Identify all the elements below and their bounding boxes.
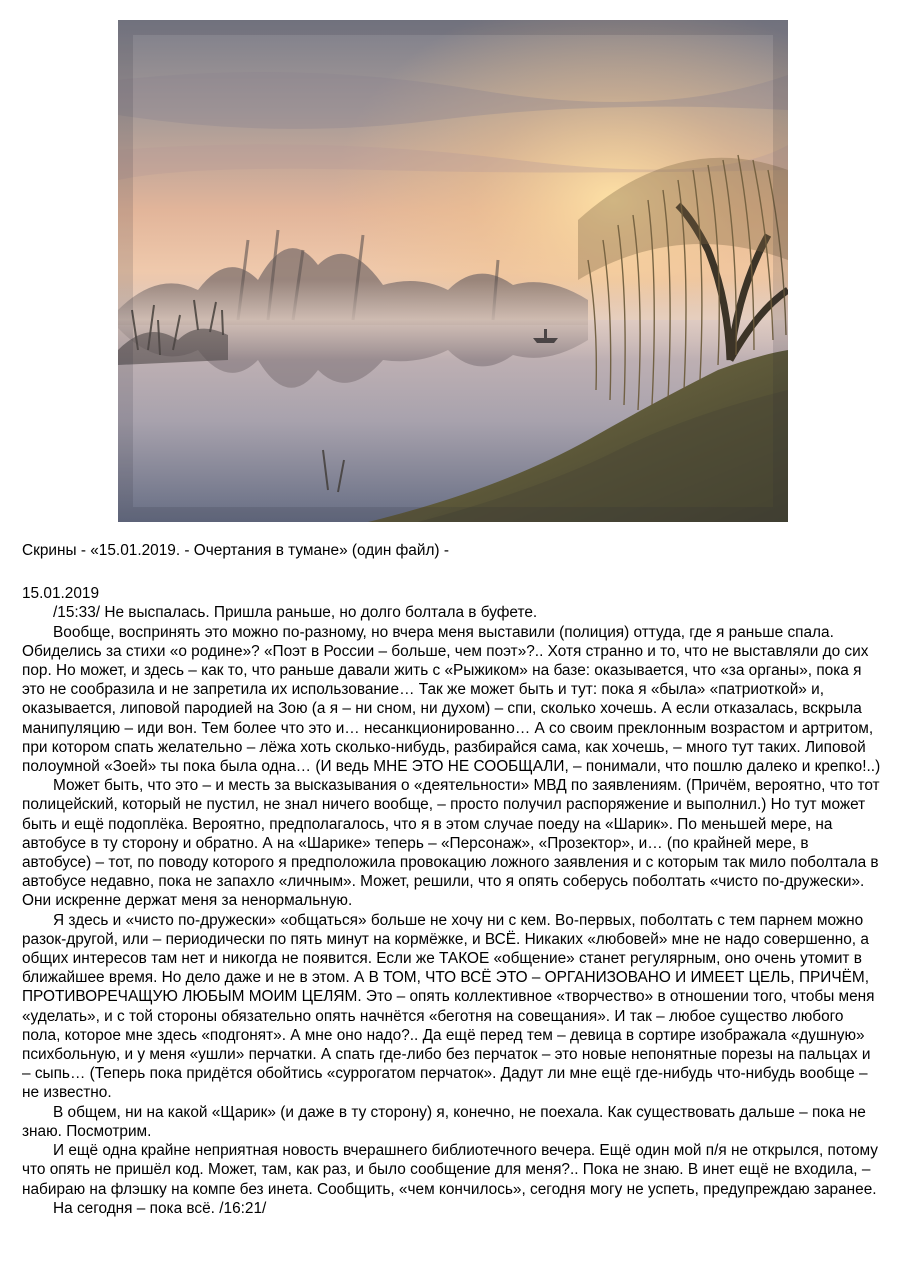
spacer xyxy=(22,560,882,584)
diary-text xyxy=(22,541,882,1218)
landscape-photo xyxy=(118,20,788,522)
paragraph-1: /15:33/ Не выспалась. Пришла раньше, но долго болтала в буфете. xyxy=(53,604,538,622)
paragraph-3: Может быть, что это – и месть за высказывания о «деятельности» МВД по заявлениям. (Причём, вероятно, что тот полицейский, который не пустил, не знал ничего вообще, – просто получил распоряжение и выполнил.) Но тут может быть и ещё подоплёка. Вероятно, предполагалось, что я в этом случае поеду на «Шарик». По меньшей мере, на автобусе в ту сторону и обратно. А на «Шарике» теперь – «Персонаж», «Прозектор», и… (по крайней мере, в автобусе) – тот, по поводу которого я предположила провокацию ложного заявления и с которым так мило поболтала в автобусе недавно, пока не запахло «личным». Может, решили, что я опять соберусь поболтать «чисто по-дружески». Они искренне держат меня за ненормальную. xyxy=(22,777,880,910)
paragraph-2: Вообще, воспринять это можно по-разному, но вчера меня выставили (полиция) оттуда, где я раньше спала. Обиделись за стихи «о родине»? «Поэт в России – больше, чем поэт»?.. Хотя странно и то, что не выставляли до сих пор. Но может, и здесь – как то, что раньше давали жить с «Рыжиком» на базе: оказывается, что «за органы», пока я это не сообразила и не запретила их использование… Так же может быть и тут: пока я «была» «патриоткой» и, оказывается, липовой пародией на Зою (а я – ни сном, ни духом) – спи, сколько хочешь. А если отказалась, вскрыла манипуляцию – иди вон. Тем более что это и… несанкционированно… А со своим преклонным возрастом и артритом, при котором спать желательно – лёжа хоть сколько-нибудь, разбирайся сама, как хочешь, – много тут таких. Липовой полоумной «Зоей» ты пока была одна… (И ведь МНЕ ЭТО НЕ СООБЩАЛИ, – понимали, что пошлю далеко и крепко!..) xyxy=(22,623,881,776)
paragraph-5: В общем, ни на какой «Щарик» (и даже в ту сторону) я, конечно, не поехала. Как существовать дальше – пока не знаю. Посмотрим. xyxy=(22,1103,866,1140)
screenshot-caption: Скрины - «15.01.2019. - Очертания в тумане» (один файл) - xyxy=(22,542,449,559)
paragraph-4: Я здесь и «чисто по-дружески» «общаться» больше не хочу ни с кем. Во-первых, поболтать с тем парнем можно разок-другой, или – периодически по пять минут на кормёжке, и ВСЁ. Никаких «любовей» мне не надо совершенно, а общих интересов там нет и никогда не появится. Если же ТАКОЕ «общение» станет регулярным, оно очень утомит в ближайшее время. Но дело даже и не в этом. А В ТОМ, ЧТО ВСЁ ЭТО – ОРГАНИЗОВАНО И ИМЕЕТ ЦЕЛЬ, ПРИЧЁМ, ПРОТИВОРЕЧАЩУЮ ЛЮБЫМ МОИМ ЦЕЛЯМ. Это – опять коллективное «творчество» в отношении того, чтобы меня «уделать», и с той стороны обязательно опять начнётся «беготня на совещания». И так – любое существо любого пола, которое мне здесь «подгонят». А мне оно надо?.. Да ещё перед тем – девица в сортире изображала «душную» психбольную, и у меня «ушли» перчатки. А спать где-либо без перчаток – это новые непонятные порезы на пальцах и – сыпь… (Теперь пока придётся обойтись «суррогатом перчаток». Дадут ли мне ещё где-нибудь что-нибудь вообще – не известно. xyxy=(22,911,875,1102)
paragraph-7: На сегодня – пока всё. /16:21/ xyxy=(53,1199,267,1217)
paragraph-6: И ещё одна крайне неприятная новость вчерашнего библиотечного вечера. Ещё один мой п/я не открылся, потому что опять не пришёл код. Может, там, как раз, и было сообщение для меня?.. Пока не знаю. В инет ещё не входила, – набираю на флэшку на компе без инета. Сообщить, «чем кончилось», сегодня могу не успеть, предупреждаю заранее. xyxy=(22,1142,878,1198)
misty-river-landscape-image xyxy=(118,20,788,522)
entry-date: 15.01.2019 xyxy=(22,585,100,603)
